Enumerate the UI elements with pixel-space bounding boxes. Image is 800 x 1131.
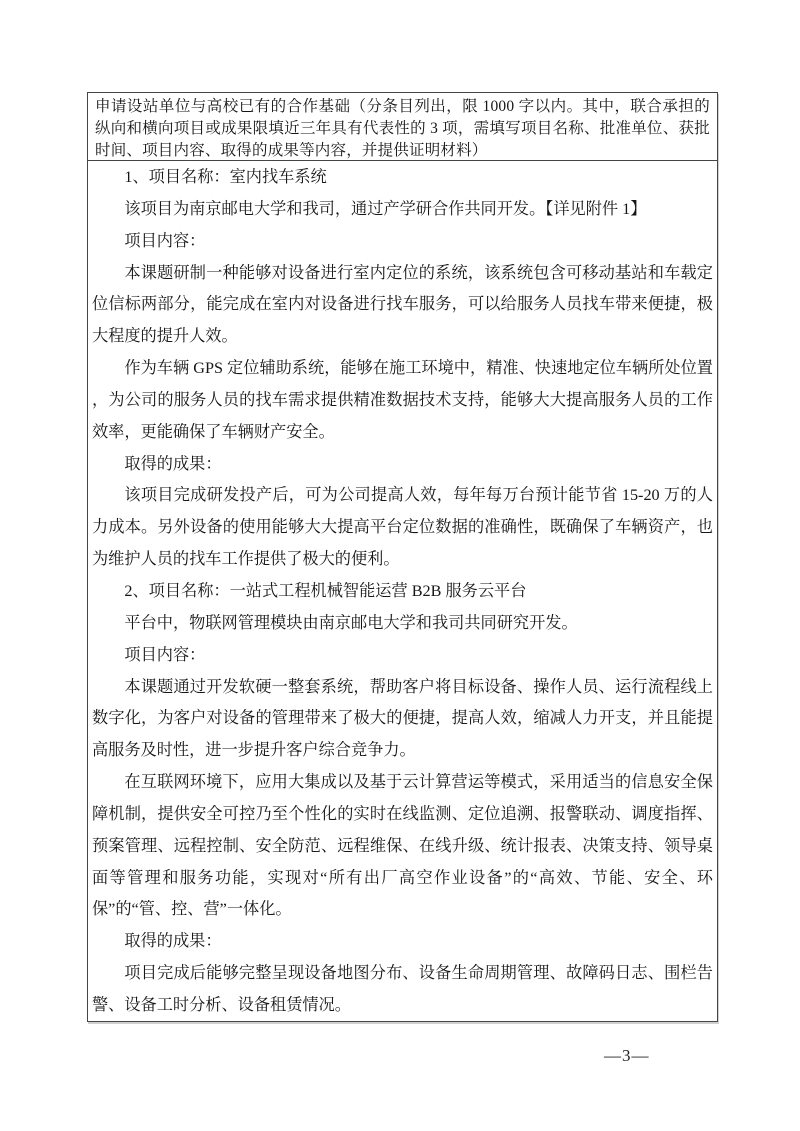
- form-paragraph: 作为车辆 GPS 定位辅助系统，能够在施工环境中，精准、快速地定位车辆所处位置 ，为公司的服务人员的找车需求提供精准数据技术支持，能够大大提高服务人员的工作效率，更能确保了车辆财产安全。: [92, 359, 713, 441]
- form-paragraph: 平台中，物联网管理模块由南京邮电大学和我司共同研究开发。: [124, 613, 578, 632]
- page-number: —3—: [604, 1046, 650, 1065]
- form-paragraph: 该项目为南京邮电大学和我司，通过产学研合作共同开发。【详见附件 1】: [124, 199, 647, 218]
- form-paragraph: 1、项目名称：室内找车系统: [124, 168, 327, 186]
- form-header-cell: 申请设站单位与高校已有的合作基础（分条目列出，限 1000 字以内。其中，联合承担的纵向和横向项目或成果限填近三年具有代表性的 3 项，需填写项目名称、批准单位、获批时间、项目内容、取得的成果等内容，并提供证明材料）: [88, 93, 717, 161]
- form-body-cell: [88, 161, 717, 1021]
- form-paragraph: 在互联网环境下，应用大集成以及基于云计算营运等模式，采用适当的信息安全保障机制，提供安全可控乃至个性化的实时在线监测、定位追溯、报警联动、调度指挥、预案管理、远程控制、安全防范、远程维保、在线升级、统计报表、决策支持、领导桌面等管理和服务功能，实现对“所有出厂高空作业设备”的“高效、节能、安全、环保”的“管、控、营”一体化。: [92, 773, 713, 919]
- form-paragraph: 本课题通过开发软硬一整套系统，帮助客户将目标设备、操作人员、运行流程线上数字化，为客户对设备的管理带来了极大的便捷，提高人效，缩减人力开支，并且能提高服务及时性，进一步提升客户综合竞争力。: [92, 677, 713, 760]
- form-paragraph: 项目完成后能够完整呈现设备地图分布、设备生命周期管理、故障码日志、围栏告警、设备工时分析、设备租赁情况。: [92, 964, 713, 1014]
- form-paragraph: 项目内容：: [124, 645, 206, 664]
- form-paragraph: 该项目完成研发投产后，可为公司提高人效，每年每万台预计能节省 15-20 万的人力成本。另外设备的使用能够大大提高平台定位数据的准确性，既确保了车辆资产，也为维护人员的找车工作提供了极大的便利。: [92, 486, 713, 569]
- form-paragraph: 本课题研制一种能够对设备进行室内定位的系统，该系统包含可移动基站和车载定位信标两部分，能完成在室内对设备进行找车服务，可以给服务人员找车带来便捷，极大程度的提升人效。: [92, 263, 713, 346]
- cooperation-form-table: [87, 92, 718, 1022]
- form-paragraph: 2、项目名称：一站式工程机械智能运营 B2B 服务云平台: [124, 581, 527, 600]
- form-paragraph: 取得的成果：: [124, 454, 222, 473]
- form-paragraph: 项目内容：: [124, 231, 206, 250]
- form-paragraph: 取得的成果：: [124, 932, 222, 951]
